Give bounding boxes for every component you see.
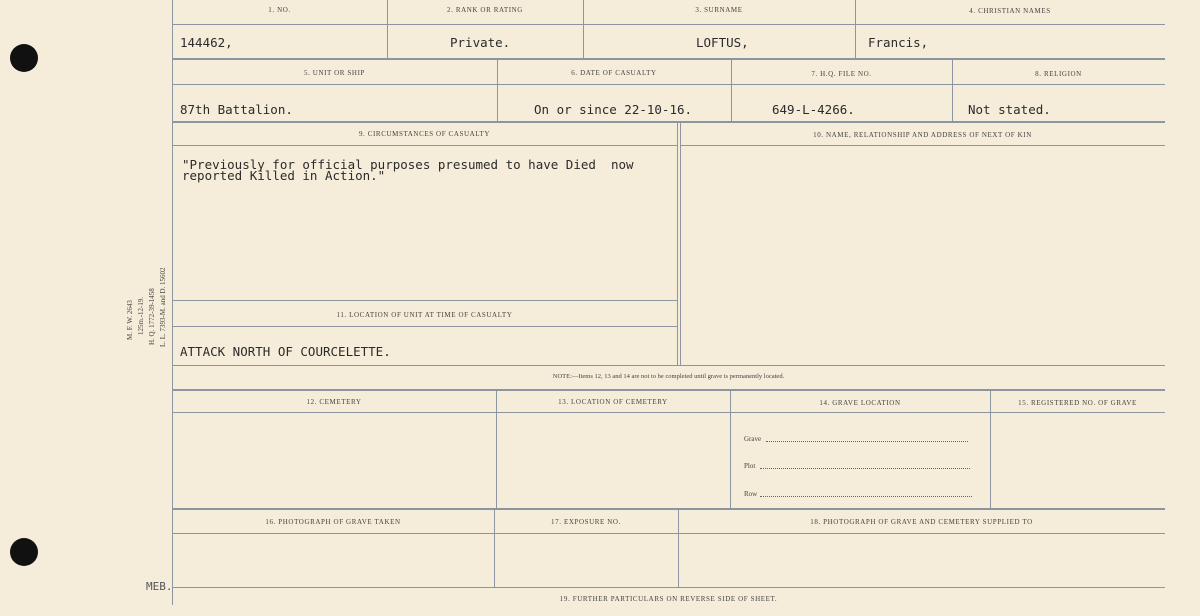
- header-photograph-supplied: 18. PHOTOGRAPH OF GRAVE AND CEMETERY SUPPLIED TO: [810, 518, 1033, 526]
- header-next-of-kin: 10. NAME, RELATIONSHIP AND ADDRESS OF NEXT OF KIN: [813, 131, 1032, 139]
- header-date: 6. DATE OF CASUALTY: [571, 69, 657, 77]
- value-rank: Private.: [450, 35, 511, 50]
- value-surname: LOFTUS,: [696, 35, 749, 50]
- initials: MEB.: [146, 580, 173, 593]
- value-circumstances-line2: reported Killed in Action.": [182, 168, 386, 183]
- header-christian-names: 4. CHRISTIAN NAMES: [969, 7, 1051, 15]
- header-further-particulars: 19. FURTHER PARTICULARS ON REVERSE SIDE OF SHEET.: [559, 595, 778, 603]
- row-label: Row: [744, 490, 758, 498]
- value-date: On or since 22-10-16.: [534, 102, 693, 117]
- header-exposure-no: 17. EXPOSURE NO.: [551, 518, 621, 526]
- value-file-no: 649-L-4266.: [772, 102, 855, 117]
- header-registered-no: 15. REGISTERED NO. OF GRAVE: [1018, 399, 1137, 407]
- header-cemetery: 12. CEMETERY: [306, 398, 362, 406]
- value-location-of-unit: ATTACK NORTH OF COURCELETTE.: [180, 344, 391, 359]
- value-christian-names: Francis,: [868, 35, 929, 50]
- header-location-of-unit: 11. LOCATION OF UNIT AT TIME OF CASUALTY: [336, 311, 513, 319]
- form-number-line2: 125m.-12-19.: [137, 296, 145, 335]
- punch-hole-top: [10, 44, 38, 72]
- note-text: NOTE:—Items 12, 13 and 14 are not to be completed until grave is permanently located.: [552, 373, 785, 380]
- frame-left: [172, 0, 173, 605]
- header-religion: 8. RELIGION: [1035, 70, 1082, 78]
- value-unit: 87th Battalion.: [180, 102, 293, 117]
- form-number-line4: L. L. 7393-M. and D. 15602: [159, 267, 167, 347]
- header-file-no: 7. H.Q. FILE NO.: [811, 70, 872, 78]
- value-religion: Not stated.: [968, 102, 1051, 117]
- header-photograph-taken: 16. PHOTOGRAPH OF GRAVE TAKEN: [265, 518, 401, 526]
- row-dotted-line: [760, 496, 972, 497]
- form-number-line3: H. Q. 1772-39-1458: [148, 288, 156, 345]
- header-rank: 2. RANK OR RATING: [447, 6, 523, 14]
- form-number-line1: M. F. W. 2643: [126, 300, 134, 340]
- header-unit: 5. UNIT OR SHIP: [304, 69, 365, 77]
- header-number: 1. NO.: [268, 6, 291, 14]
- grave-dotted-line: [766, 441, 968, 442]
- punch-hole-bottom: [10, 538, 38, 566]
- plot-dotted-line: [760, 468, 970, 469]
- value-circumstances-line1: "Previously for official purposes presumed to have Died now: [182, 157, 634, 172]
- header-location-of-cemetery: 13. LOCATION OF CEMETERY: [558, 398, 668, 406]
- header-surname: 3. SURNAME: [695, 6, 743, 14]
- plot-label: Plot: [744, 462, 756, 470]
- header-circumstances: 9. CIRCUMSTANCES OF CASUALTY: [358, 130, 491, 138]
- header-grave-location: 14. GRAVE LOCATION: [819, 399, 901, 407]
- value-number: 144462,: [180, 35, 233, 50]
- grave-label: Grave: [744, 435, 762, 443]
